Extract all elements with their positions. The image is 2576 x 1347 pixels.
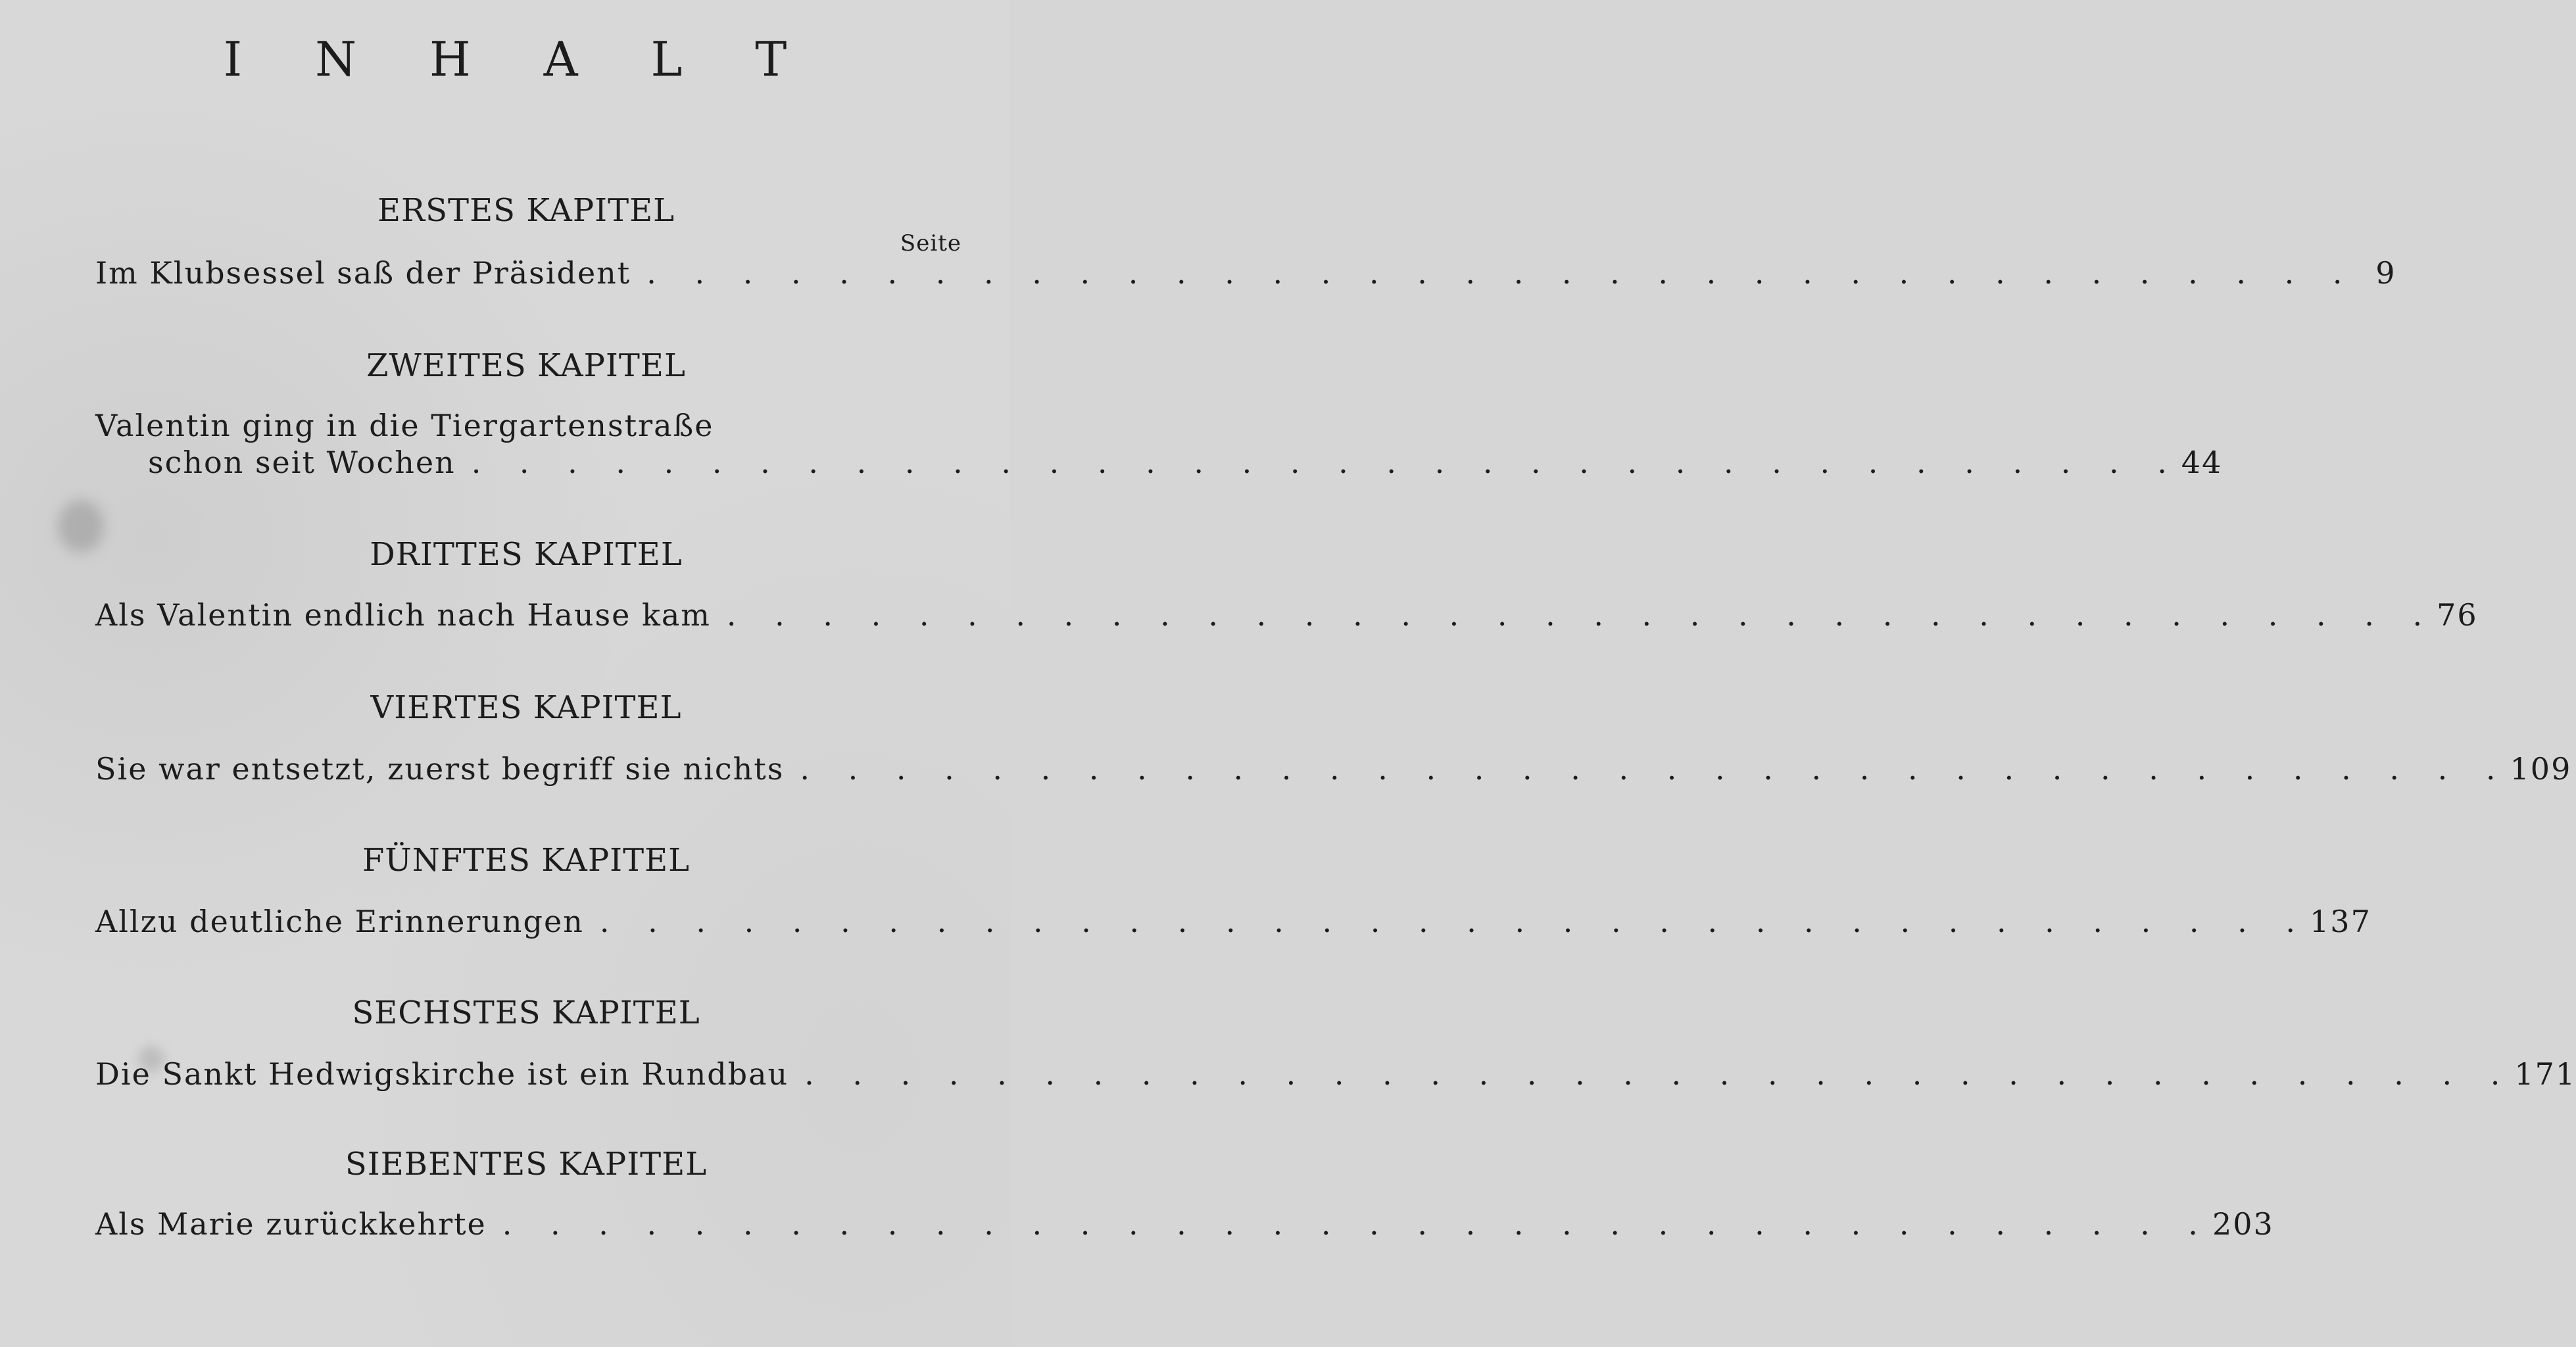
chapter-heading: SIEBENTES KAPITEL bbox=[345, 1146, 708, 1183]
entry-title: Als Marie zurückkehrte bbox=[95, 1206, 487, 1242]
toc-entry bbox=[95, 255, 2396, 291]
toc-entry bbox=[95, 904, 2371, 939]
entry-page-number: 109 bbox=[2510, 751, 2572, 787]
entry-page-number: 137 bbox=[2310, 904, 2371, 939]
entry-page-number: 9 bbox=[2375, 255, 2396, 291]
entry-title: Allzu deutliche Erinnerungen bbox=[95, 904, 584, 939]
entry-page-number: 76 bbox=[2437, 597, 2478, 633]
dot-leader: . . . . . . . . . . . . . . . . . . . . . . . . . . . . . . . . . . . . bbox=[800, 751, 2510, 787]
toc-entry bbox=[95, 1056, 2576, 1092]
toc-entry bbox=[95, 1206, 2274, 1242]
dot-leader: . . . . . . . . . . . . . . . . . . . . . . . . . . . . . . . . . . . . bbox=[804, 1056, 2515, 1092]
page-title: I N H A L T bbox=[223, 32, 816, 87]
entry-page-number: 203 bbox=[2212, 1206, 2274, 1242]
chapter-heading: SECHSTES KAPITEL bbox=[352, 994, 700, 1031]
chapter-heading: ERSTES KAPITEL bbox=[377, 192, 675, 229]
dot-leader: . . . . . . . . . . . . . . . . . . . . . . . . . . . . . . . . . . . . bbox=[502, 1206, 2212, 1242]
chapter-heading: VIERTES KAPITEL bbox=[370, 689, 682, 726]
seite-label: Seite bbox=[900, 230, 961, 257]
chapter-heading: FÜNFTES KAPITEL bbox=[362, 842, 691, 879]
dot-leader: . . . . . . . . . . . . . . . . . . . . . . . . . . . . . . . . . . . . bbox=[726, 597, 2437, 633]
toc-entry bbox=[95, 751, 2572, 787]
toc-entry bbox=[95, 597, 2478, 633]
entry-page-number: 44 bbox=[2181, 445, 2223, 480]
dot-leader: . . . . . . . . . . . . . . . . . . . . . . . . . . . . . . . . . . . . bbox=[471, 445, 2181, 480]
dot-leader: . . . . . . . . . . . . . . . . . . . . . . . . . . . . . . . . . . . . bbox=[646, 255, 2357, 291]
entry-page-number: 171 bbox=[2514, 1056, 2576, 1092]
dot-leader: . . . . . . . . . . . . . . . . . . . . . . . . . . . . . . . . . . . . bbox=[599, 904, 2310, 939]
entry-title: Im Klubsessel saß der Präsident bbox=[95, 255, 631, 291]
entry-title-line1: Valentin ging in die Tiergartenstraße bbox=[95, 408, 714, 443]
toc-entry bbox=[148, 445, 2223, 480]
chapter-heading: ZWEITES KAPITEL bbox=[366, 347, 686, 384]
entry-title: Als Valentin endlich nach Hause kam bbox=[95, 597, 711, 633]
entry-title: Sie war entsetzt, zuerst begriff sie nichts bbox=[95, 751, 785, 787]
chapter-heading: DRITTES KAPITEL bbox=[370, 536, 683, 573]
entry-title: schon seit Wochen bbox=[148, 445, 456, 480]
entry-title: Die Sankt Hedwigskirche ist ein Rundbau bbox=[95, 1056, 789, 1092]
